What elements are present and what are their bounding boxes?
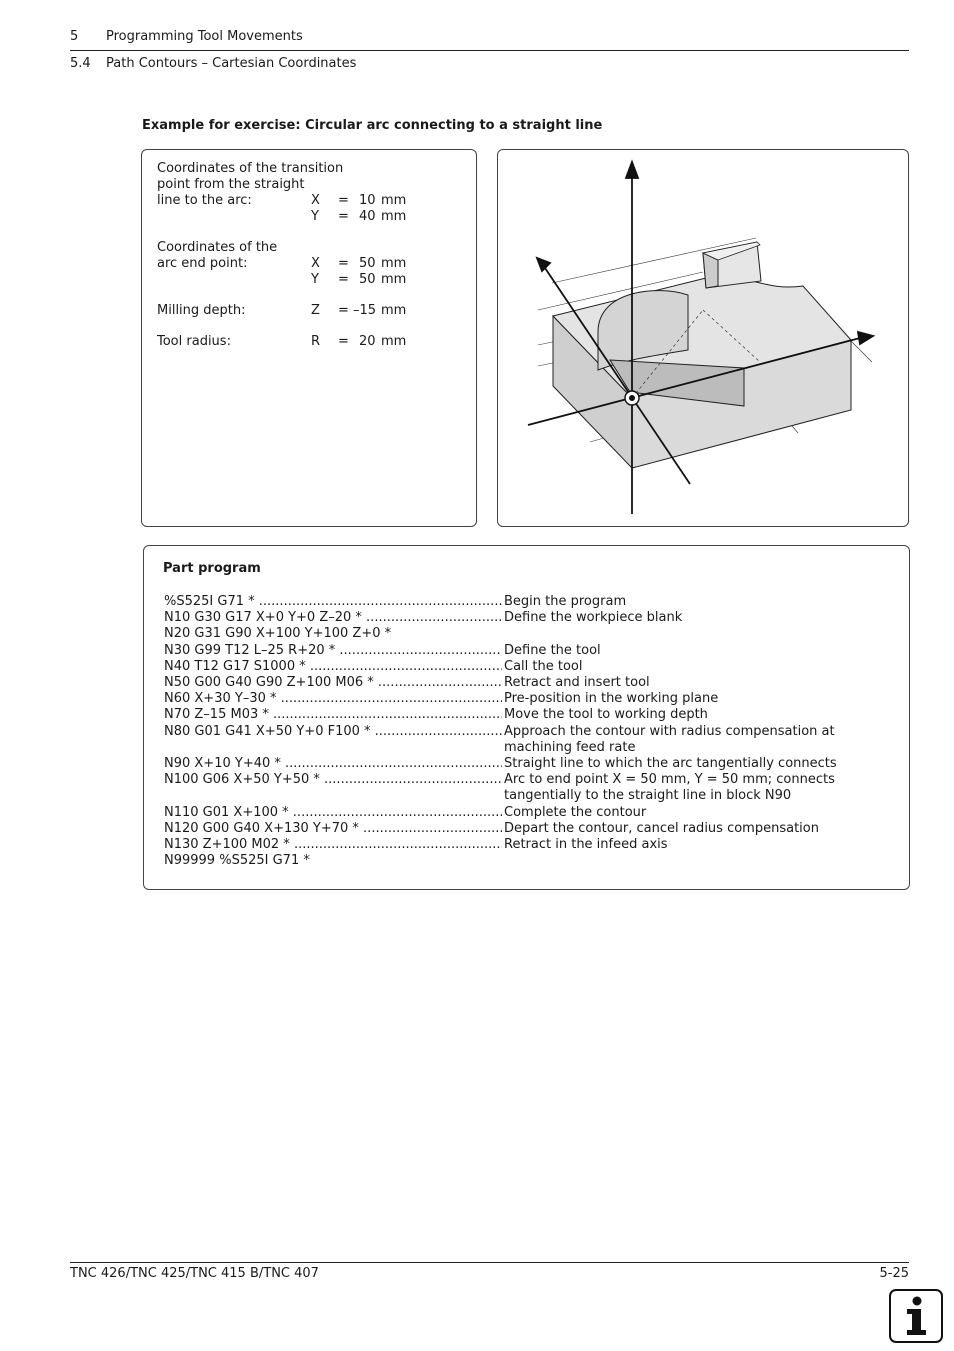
block-description: Arc to end point X = 50 mm, Y = 50 mm; connects tangentially to the straight line in block N90 bbox=[504, 772, 835, 804]
program-block bbox=[164, 691, 884, 707]
coordinate-value: 40 bbox=[359, 209, 376, 224]
program-block bbox=[164, 837, 884, 853]
block-code: N100 G06 X+50 Y+50 * ..... bbox=[164, 772, 502, 788]
end-point-label: arc end point: bbox=[157, 256, 248, 271]
block-description: Retract and insert tool bbox=[504, 675, 650, 690]
equals-sign: = bbox=[338, 193, 349, 208]
part-program-list bbox=[164, 594, 884, 869]
program-block bbox=[164, 805, 884, 821]
block-code: N10 G30 G17 X+0 Y+0 Z–20 * ..... bbox=[164, 610, 502, 626]
transition-label: Coordinates of the transition bbox=[157, 161, 344, 176]
equals-sign: = bbox=[338, 334, 349, 349]
part-program-box bbox=[143, 545, 910, 890]
program-block bbox=[164, 675, 884, 691]
program-block bbox=[164, 772, 884, 804]
tool-radius-label: Tool radius: bbox=[157, 334, 231, 349]
block-code: N30 G99 T12 L–25 R+20 * ..... bbox=[164, 643, 502, 659]
program-block bbox=[164, 724, 884, 756]
end-point-label: Coordinates of the bbox=[157, 240, 278, 255]
block-description: Define the tool bbox=[504, 642, 601, 658]
block-description: Pre-position in the working plane bbox=[504, 691, 719, 707]
program-block bbox=[164, 610, 884, 626]
coordinates-box bbox=[141, 149, 477, 527]
block-description: Begin the program bbox=[504, 594, 627, 609]
equals-sign: = bbox=[338, 272, 349, 287]
axis-letter: R bbox=[311, 334, 321, 349]
program-block bbox=[164, 756, 884, 772]
program-block bbox=[164, 821, 884, 837]
unit: mm bbox=[381, 193, 407, 208]
coordinate-value: 20 bbox=[359, 334, 376, 349]
block-code: %S525I G71 * ..... bbox=[164, 594, 502, 610]
footer-models: TNC 426/TNC 425/TNC 415 B/TNC 407 bbox=[70, 1266, 319, 1281]
section-header bbox=[70, 56, 356, 71]
block-description: Retract in the infeed axis bbox=[504, 837, 668, 853]
block-code: N80 G01 G41 X+50 Y+0 F100 * ..... bbox=[164, 724, 502, 740]
block-description: Straight line to which the arc tangentially connects bbox=[504, 756, 837, 772]
block-description: Approach the contour with radius compensation at machining feed rate bbox=[504, 723, 835, 755]
info-i-glyph bbox=[891, 1291, 941, 1341]
program-block bbox=[164, 659, 884, 675]
equals-sign: = bbox=[338, 303, 349, 318]
example-title: Example for exercise: Circular arc connecting to a straight line bbox=[142, 118, 603, 133]
block-description: Move the tool to working depth bbox=[504, 707, 708, 723]
axis-letter: Y bbox=[311, 209, 319, 224]
unit: mm bbox=[381, 272, 407, 287]
block-description: Complete the contour bbox=[504, 804, 647, 820]
axis-letter: Y bbox=[311, 272, 319, 287]
header-rule bbox=[70, 50, 909, 51]
section-title: Path Contours – Cartesian Coordinates bbox=[106, 56, 357, 71]
program-block bbox=[164, 643, 884, 659]
block-code: N70 Z–15 M03 * ..... bbox=[164, 707, 502, 723]
axis-letter: X bbox=[311, 256, 320, 271]
block-description bbox=[504, 626, 884, 642]
block-code: N20 G31 G90 X+100 Y+100 Z+0 * bbox=[164, 626, 392, 642]
block-code: N130 Z+100 M02 * ..... bbox=[164, 837, 502, 853]
block-code: N40 T12 G17 S1000 * ..... bbox=[164, 659, 502, 675]
block-description: Depart the contour, cancel radius compensation bbox=[504, 820, 819, 836]
block-code: N90 X+10 Y+40 * ..... bbox=[164, 756, 502, 772]
unit: mm bbox=[381, 334, 407, 349]
workpiece-illustration bbox=[498, 150, 908, 526]
coordinate-value: 50 bbox=[359, 256, 376, 271]
equals-sign: = bbox=[338, 256, 349, 271]
unit: mm bbox=[381, 256, 407, 271]
chapter-number: 5 bbox=[70, 29, 79, 44]
chapter-title: Programming Tool Movements bbox=[106, 29, 303, 44]
block-code: N60 X+30 Y–30 * ..... bbox=[164, 691, 502, 707]
illustration-box bbox=[497, 149, 909, 527]
unit: mm bbox=[381, 209, 407, 224]
axis-letter: X bbox=[311, 193, 320, 208]
coordinate-value: 50 bbox=[359, 272, 376, 287]
equals-sign: = bbox=[338, 209, 349, 224]
block-code: N99999 %S525I G71 * bbox=[164, 853, 310, 869]
coordinate-value: 10 bbox=[359, 193, 376, 208]
chapter-header bbox=[70, 29, 303, 44]
block-description: Define the workpiece blank bbox=[504, 610, 683, 626]
part-program-title: Part program bbox=[163, 561, 261, 576]
block-code: N120 G00 G40 X+130 Y+70 * ..... bbox=[164, 821, 502, 837]
info-icon bbox=[889, 1289, 943, 1343]
program-block bbox=[164, 853, 884, 869]
program-block bbox=[164, 707, 884, 723]
block-code: N50 G00 G40 G90 Z+100 M06 * ..... bbox=[164, 675, 502, 691]
section-number: 5.4 bbox=[70, 56, 91, 71]
block-code: N110 G01 X+100 * ..... bbox=[164, 805, 502, 821]
program-block bbox=[164, 594, 884, 610]
coordinate-value: –15 bbox=[353, 303, 377, 318]
program-block bbox=[164, 626, 884, 642]
axis-letter: Z bbox=[311, 303, 320, 318]
unit: mm bbox=[381, 303, 407, 318]
footer-rule bbox=[70, 1262, 909, 1263]
transition-label: point from the straight bbox=[157, 177, 305, 192]
milling-depth-label: Milling depth: bbox=[157, 303, 246, 318]
page-number: 5-25 bbox=[879, 1266, 909, 1281]
transition-label: line to the arc: bbox=[157, 193, 252, 208]
block-description: Call the tool bbox=[504, 658, 583, 674]
block-description bbox=[504, 853, 884, 869]
